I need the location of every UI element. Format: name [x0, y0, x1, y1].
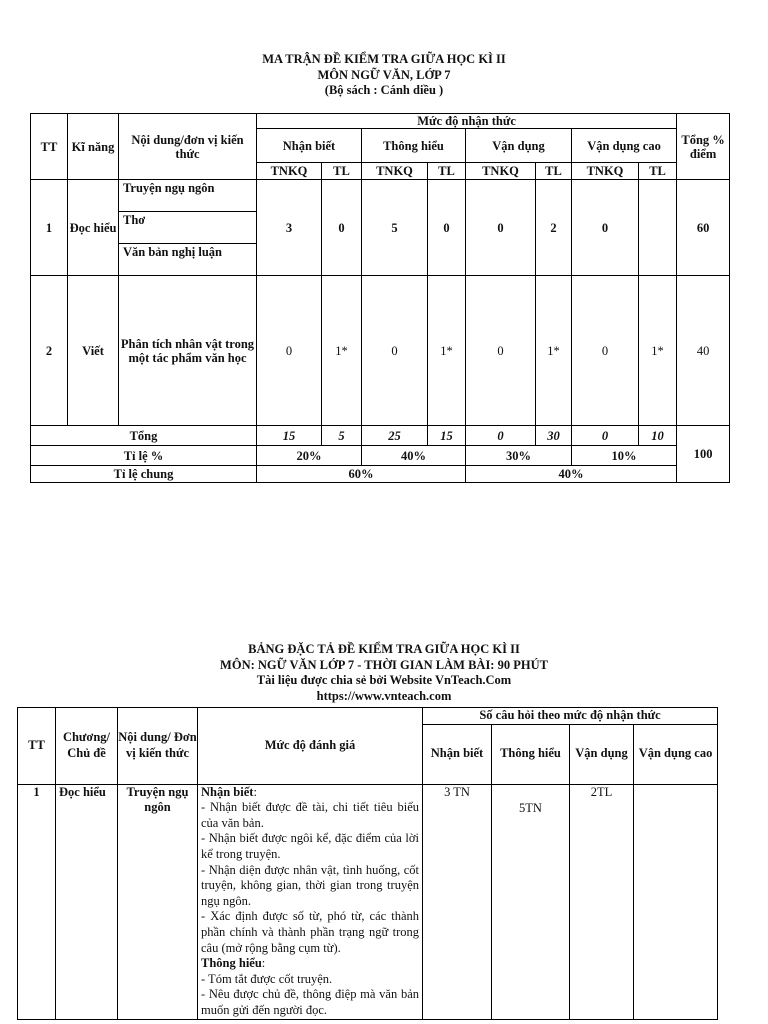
matrix-cell: 1* — [428, 276, 466, 426]
matrix-cell: 1* — [536, 276, 572, 426]
matrix-tong-cell: 0 — [572, 426, 639, 446]
spec-row1-description: Nhận biết: - Nhận biết được đề tài, chi tiết tiêu biểu của văn bản. - Nhận biết được ngôi kể, đặc điểm của lời kể trong truyện. - Nhận diện được nhân vật, tình huống, cốt truyện, không gian, thời gian trong truyện ngụ ngôn. - Xác định được số từ, phó từ, các thành phần chính và thành phần trạng ngữ trong câu (mở rộng bằng cụm từ). Thông hiểu: - Tóm tắt được cốt truyện. - Nêu được chủ đề, thông điệp mà văn bản muốn gửi đến người đọc. — [198, 784, 423, 1019]
matrix-sub-header: TNKQ — [466, 163, 536, 180]
spec-row1-van-dung: 2TL — [570, 784, 634, 1019]
spec-row1-nhan-biet: 3 TN — [423, 784, 492, 1019]
matrix-content-item: Văn bản nghị luận — [123, 245, 223, 259]
matrix-title-line2: MÔN NGỮ VĂN, LỚP 7 — [317, 67, 451, 82]
spec-title — [0, 642, 768, 704]
matrix-cell: 3 — [257, 180, 322, 276]
spec-header-tt: TT — [18, 708, 56, 785]
matrix-row1-ki-nang: Đọc hiểu — [68, 180, 119, 276]
matrix-tong-cell: 15 — [428, 426, 466, 446]
spec-desc-item: - Nhận biết được ngôi kể, đặc điểm của lời kể trong truyện. — [201, 831, 419, 861]
matrix-row2-content: Phân tích nhân vật trong một tác phẩm văn học — [119, 276, 257, 426]
spec-title-line3: Tài liệu được chia sẻ bởi Website VnTeach.Com — [256, 673, 512, 687]
spec-thong-hieu-heading: Thông hiểu — [201, 956, 262, 971]
matrix-cell: 0 — [572, 276, 639, 426]
matrix-cell: 0 — [428, 180, 466, 276]
spec-desc-item: - Tóm tắt được cốt truyện. — [201, 971, 333, 986]
matrix-cell: 0 — [257, 276, 322, 426]
spec-header-muc-do: Mức độ đánh giá — [198, 708, 423, 785]
matrix-row1-tt: 1 — [31, 180, 68, 276]
matrix-header-ki-nang: Kĩ năng — [68, 114, 119, 180]
spec-desc-item: - Nêu được chủ đề, thông điệp mà văn bản muốn gửi đến người đọc. — [201, 987, 419, 1017]
matrix-level-van-dung: Vận dụng — [466, 129, 572, 163]
matrix-level-thong-hieu: Thông hiểu — [362, 129, 466, 163]
spec-title-line1: BẢNG ĐẶC TẢ ĐỀ KIỂM TRA GIỮA HỌC KÌ II — [248, 642, 520, 656]
matrix-sub-header: TNKQ — [257, 163, 322, 180]
matrix-sub-header: TL — [536, 163, 572, 180]
matrix-content-item: Truyện ngụ ngôn — [119, 180, 256, 212]
matrix-ti-le-cell: 20% — [257, 446, 362, 466]
spec-level-van-dung: Vận dụng — [570, 724, 634, 784]
matrix-tong-cell: 5 — [322, 426, 362, 446]
matrix-title-line3: (Bộ sách : Cánh diều ) — [324, 83, 444, 97]
spec-title-line4: https://www.vnteach.com — [316, 688, 452, 703]
spec-row1-chuong: Đọc hiểu — [56, 784, 118, 1019]
matrix-header-tt: TT — [31, 114, 68, 180]
matrix-cell: 1* — [322, 276, 362, 426]
matrix-cell: 0 — [466, 180, 536, 276]
matrix-ti-le-cell: 30% — [466, 446, 572, 466]
spec-header-chuong: Chương/ Chủ đề — [56, 708, 118, 785]
matrix-row2-ki-nang: Viết — [68, 276, 119, 426]
matrix-ti-le-label: Tỉ lệ % — [31, 446, 257, 466]
matrix-ti-le-cell: 40% — [362, 446, 466, 466]
matrix-tong-cell: 10 — [639, 426, 677, 446]
matrix-ti-le-chung-cell: 40% — [466, 466, 677, 483]
spec-row1-van-dung-cao — [634, 784, 718, 1019]
matrix-cell: 1* — [639, 276, 677, 426]
matrix-title — [0, 52, 768, 99]
matrix-cell: 5 — [362, 180, 428, 276]
spec-desc-item: - Xác định được số từ, phó từ, các thành phần chính và thành phần trạng ngữ trong câu (mở rộng bằng cụm từ). — [201, 909, 419, 955]
matrix-sub-header: TL — [639, 163, 677, 180]
matrix-tong-cell: 0 — [466, 426, 536, 446]
matrix-sub-header: TNKQ — [572, 163, 639, 180]
spec-level-thong-hieu: Thông hiểu — [492, 724, 570, 784]
matrix-cell — [639, 180, 677, 276]
matrix-row2-tt: 2 — [31, 276, 68, 426]
spec-table — [17, 707, 718, 1020]
matrix-ti-le-chung-label: Tỉ lệ chung — [31, 466, 257, 483]
matrix-cell: 0 — [572, 180, 639, 276]
matrix-row2-total: 40 — [677, 276, 730, 426]
matrix-cell: 0 — [466, 276, 536, 426]
matrix-cell: 0 — [362, 276, 428, 426]
spec-level-nhan-biet: Nhận biết — [423, 724, 492, 784]
spec-row1-thong-hieu: 5TN — [492, 784, 570, 1019]
matrix-cell: 0 — [322, 180, 362, 276]
spec-level-van-dung-cao: Vận dụng cao — [634, 724, 718, 784]
matrix-tong-cell: 25 — [362, 426, 428, 446]
spec-desc-item: - Nhận diện được nhân vật, tình huống, cốt truyện, không gian, thời gian trong truyện ngụ ngôn. — [201, 862, 419, 908]
matrix-row1-contents — [119, 180, 257, 276]
matrix-ti-le-chung-cell: 60% — [257, 466, 466, 483]
matrix-ti-le-cell: 10% — [572, 446, 677, 466]
spec-header-noi-dung: Nội dung/ Đơn vị kiến thức — [118, 708, 198, 785]
matrix-cell: 2 — [536, 180, 572, 276]
matrix-row1-total: 60 — [677, 180, 730, 276]
matrix-header-tong: Tổng % điểm — [677, 114, 730, 180]
spec-desc-item: - Nhận biết được đề tài, chi tiết tiêu biểu của văn bản. — [201, 800, 419, 830]
spec-nhan-biet-heading: Nhận biết — [201, 784, 254, 799]
matrix-sub-header: TL — [428, 163, 466, 180]
matrix-tong-cell: 15 — [257, 426, 322, 446]
spec-header-so-cau: Số câu hỏi theo mức độ nhận thức — [423, 708, 718, 725]
matrix-tong-cell: 30 — [536, 426, 572, 446]
matrix-grand-total: 100 — [677, 426, 730, 483]
matrix-tong-label: Tổng — [31, 426, 257, 446]
matrix-level-nhan-biet: Nhận biết — [257, 129, 362, 163]
spec-title-line2: MÔN: NGỮ VĂN LỚP 7 - THỜI GIAN LÀM BÀI: 90 PHÚT — [220, 657, 548, 672]
matrix-content-item: Thơ — [119, 212, 256, 244]
matrix-sub-header: TNKQ — [362, 163, 428, 180]
matrix-sub-header: TL — [322, 163, 362, 180]
spec-row1-noi-dung: Truyện ngụ ngôn — [118, 784, 198, 1019]
matrix-header-noi-dung: Nội dung/đơn vị kiến thức — [119, 114, 257, 180]
matrix-title-line1: MA TRẬN ĐỀ KIỂM TRA GIỮA HỌC KÌ II — [262, 52, 506, 66]
matrix-header-muc-do: Mức độ nhận thức — [257, 114, 677, 129]
spec-row1-tt: 1 — [18, 784, 56, 1019]
matrix-level-van-dung-cao: Vận dụng cao — [572, 129, 677, 163]
matrix-table — [30, 113, 730, 483]
